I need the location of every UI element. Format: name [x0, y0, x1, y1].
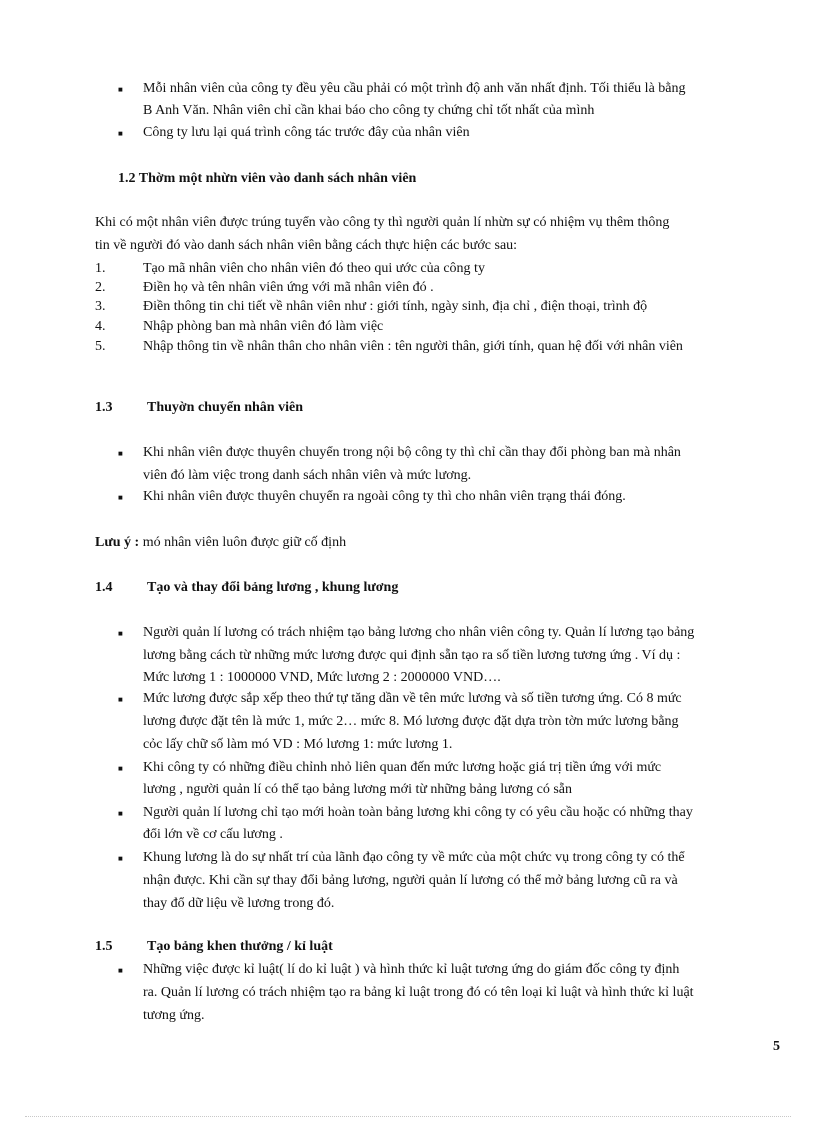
section-number-1-5: 1.5 — [95, 939, 113, 954]
step-text: Nhập phòng ban mà nhân viên đó làm việc — [143, 319, 384, 334]
step-number: 4. — [95, 319, 106, 334]
bullet-line: ra. Quản lí lương có trách nhiệm tạo ra bảng kỉ luật trong đó có tên loại kỉ luật và hình thức kỉ luật — [143, 985, 694, 1000]
bullet-line: đổi lớn về cơ cấu lương . — [143, 827, 283, 842]
bullet-icon: ■ — [118, 695, 123, 704]
bullet-line: Công ty lưu lại quá trình công tác trước đây của nhân viên — [143, 125, 470, 140]
bullet-icon: ■ — [118, 629, 123, 638]
bullet-line: Mức lương 1 : 1000000 VND, Mức lương 2 : 2000000 VND…. — [143, 670, 501, 685]
bullet-line: nhận được. Khi cần sự thay đổi bảng lương, người quản lí lương có thể mở bảng lương cũ ra và — [143, 873, 678, 888]
section-title-1-4: Tạo và thay đổi bảng lương , khung lương — [147, 580, 399, 595]
bullet-line: Khung lương là do sự nhất trí của lãnh đạo công ty về mức của một chức vụ trong công ty có thể — [143, 850, 685, 865]
bullet-icon: ■ — [118, 449, 123, 458]
bullet-line: Khi nhân viên được thuyên chuyển trong nội bộ công ty thì chỉ cần thay đổi phòng ban mà nhân — [143, 445, 681, 460]
intro-line: Khi có một nhân viên được trúng tuyển vào công ty thì người quản lí nhừn sự có nhiệm vụ thêm thông — [95, 215, 670, 230]
step-text: Điền họ và tên nhân viên ứng với mã nhân viên đó . — [143, 280, 434, 295]
bullet-line: Khi công ty có những điều chỉnh nhỏ liên quan đến mức lương hoặc giá trị tiền ứng với mức — [143, 760, 662, 775]
section-title-1-3: Thuyờn chuyển nhân viên — [147, 400, 303, 415]
step-text: Tạo mã nhân viên cho nhân viên đó theo qui ước của công ty — [143, 261, 485, 276]
step-number: 3. — [95, 299, 106, 314]
bullet-line: lương được đặt tên là mức 1, mức 2… mức 8. Mó lương được đặt dựa tròn tờn mức lương bằng — [143, 714, 679, 729]
intro-line: tin về người đó vào danh sách nhân viên bằng cách thực hiện các bước sau: — [95, 238, 518, 253]
step-number: 2. — [95, 280, 106, 295]
bullet-icon: ■ — [118, 809, 123, 818]
bullet-line: Khi nhân viên được thuyên chuyển ra ngoài công ty thì cho nhân viên trạng thái đóng. — [143, 489, 626, 504]
bullet-line: thay đổ dữ liệu về lương trong đó. — [143, 896, 335, 911]
step-number: 1. — [95, 261, 106, 276]
bullet-line: cỏc lấy chữ số làm mó VD : Mó lương 1: mức lương 1. — [143, 737, 453, 752]
page-number: 5 — [773, 1039, 780, 1054]
page-bottom-rule — [25, 1116, 791, 1117]
step-text: Nhập thông tin về nhân thân cho nhân viên : tên người thân, giới tính, quan hệ đối với nhân viên — [143, 339, 683, 354]
note-label: Lưu ý : — [95, 535, 140, 550]
bullet-line: Những việc được kỉ luật( lí do kỉ luật ) và hình thức kỉ luật tương ứng do giám đốc công ty định — [143, 962, 680, 977]
bullet-line: lương , người quản lí có thể tạo bảng lương mới từ những bảng lương có sẵn — [143, 782, 572, 797]
bullet-line: Mỗi nhân viên của công ty đều yêu cầu phải có một trình độ anh văn nhất định. Tối thiểu là bằng — [143, 81, 686, 96]
section-heading-1-2: 1.2 Thờm một nhừn viên vào danh sách nhân viên — [118, 171, 417, 186]
bullet-line: Mức lương được sắp xếp theo thứ tự tăng dần về tên mức lương và số tiền tương ứng. Có 8 mức — [143, 691, 682, 706]
bullet-line: Người quản lí lương có trách nhiệm tạo bảng lương cho nhân viên công ty. Quản lí lương tạo bảng — [143, 625, 695, 640]
section-number-1-4: 1.4 — [95, 580, 113, 595]
step-number: 5. — [95, 339, 106, 354]
step-text: Điền thông tin chi tiết về nhân viên như : giới tính, ngày sinh, địa chỉ , điện thoại, trình độ — [143, 299, 648, 314]
bullet-line: lương bằng cách từ những mức lương được qui định sẵn tạo ra số tiền lương tương ứng . Ví dụ : — [143, 648, 681, 663]
bullet-line: B Anh Văn. Nhân viên chỉ cần khai báo cho công ty chứng chỉ tốt nhất của mình — [143, 103, 595, 118]
bullet-line: tương ứng. — [143, 1008, 205, 1023]
bullet-icon: ■ — [118, 493, 123, 502]
bullet-icon: ■ — [118, 129, 123, 138]
note — [95, 534, 346, 552]
note-text: mó nhân viên luôn được giữ cố định — [139, 535, 347, 550]
bullet-icon: ■ — [118, 966, 123, 975]
bullet-line: viên đó làm việc trong danh sách nhân viên và mức lương. — [143, 468, 472, 483]
bullet-icon: ■ — [118, 854, 123, 863]
bullet-line: Người quản lí lương chỉ tạo mới hoàn toàn bảng lương khi công ty có yêu cầu hoặc có những thay — [143, 805, 693, 820]
section-number-1-3: 1.3 — [95, 400, 113, 415]
bullet-icon: ■ — [118, 85, 123, 94]
section-title-1-5: Tạo bảng khen thưởng / kỉ luật — [147, 939, 333, 954]
bullet-icon: ■ — [118, 764, 123, 773]
